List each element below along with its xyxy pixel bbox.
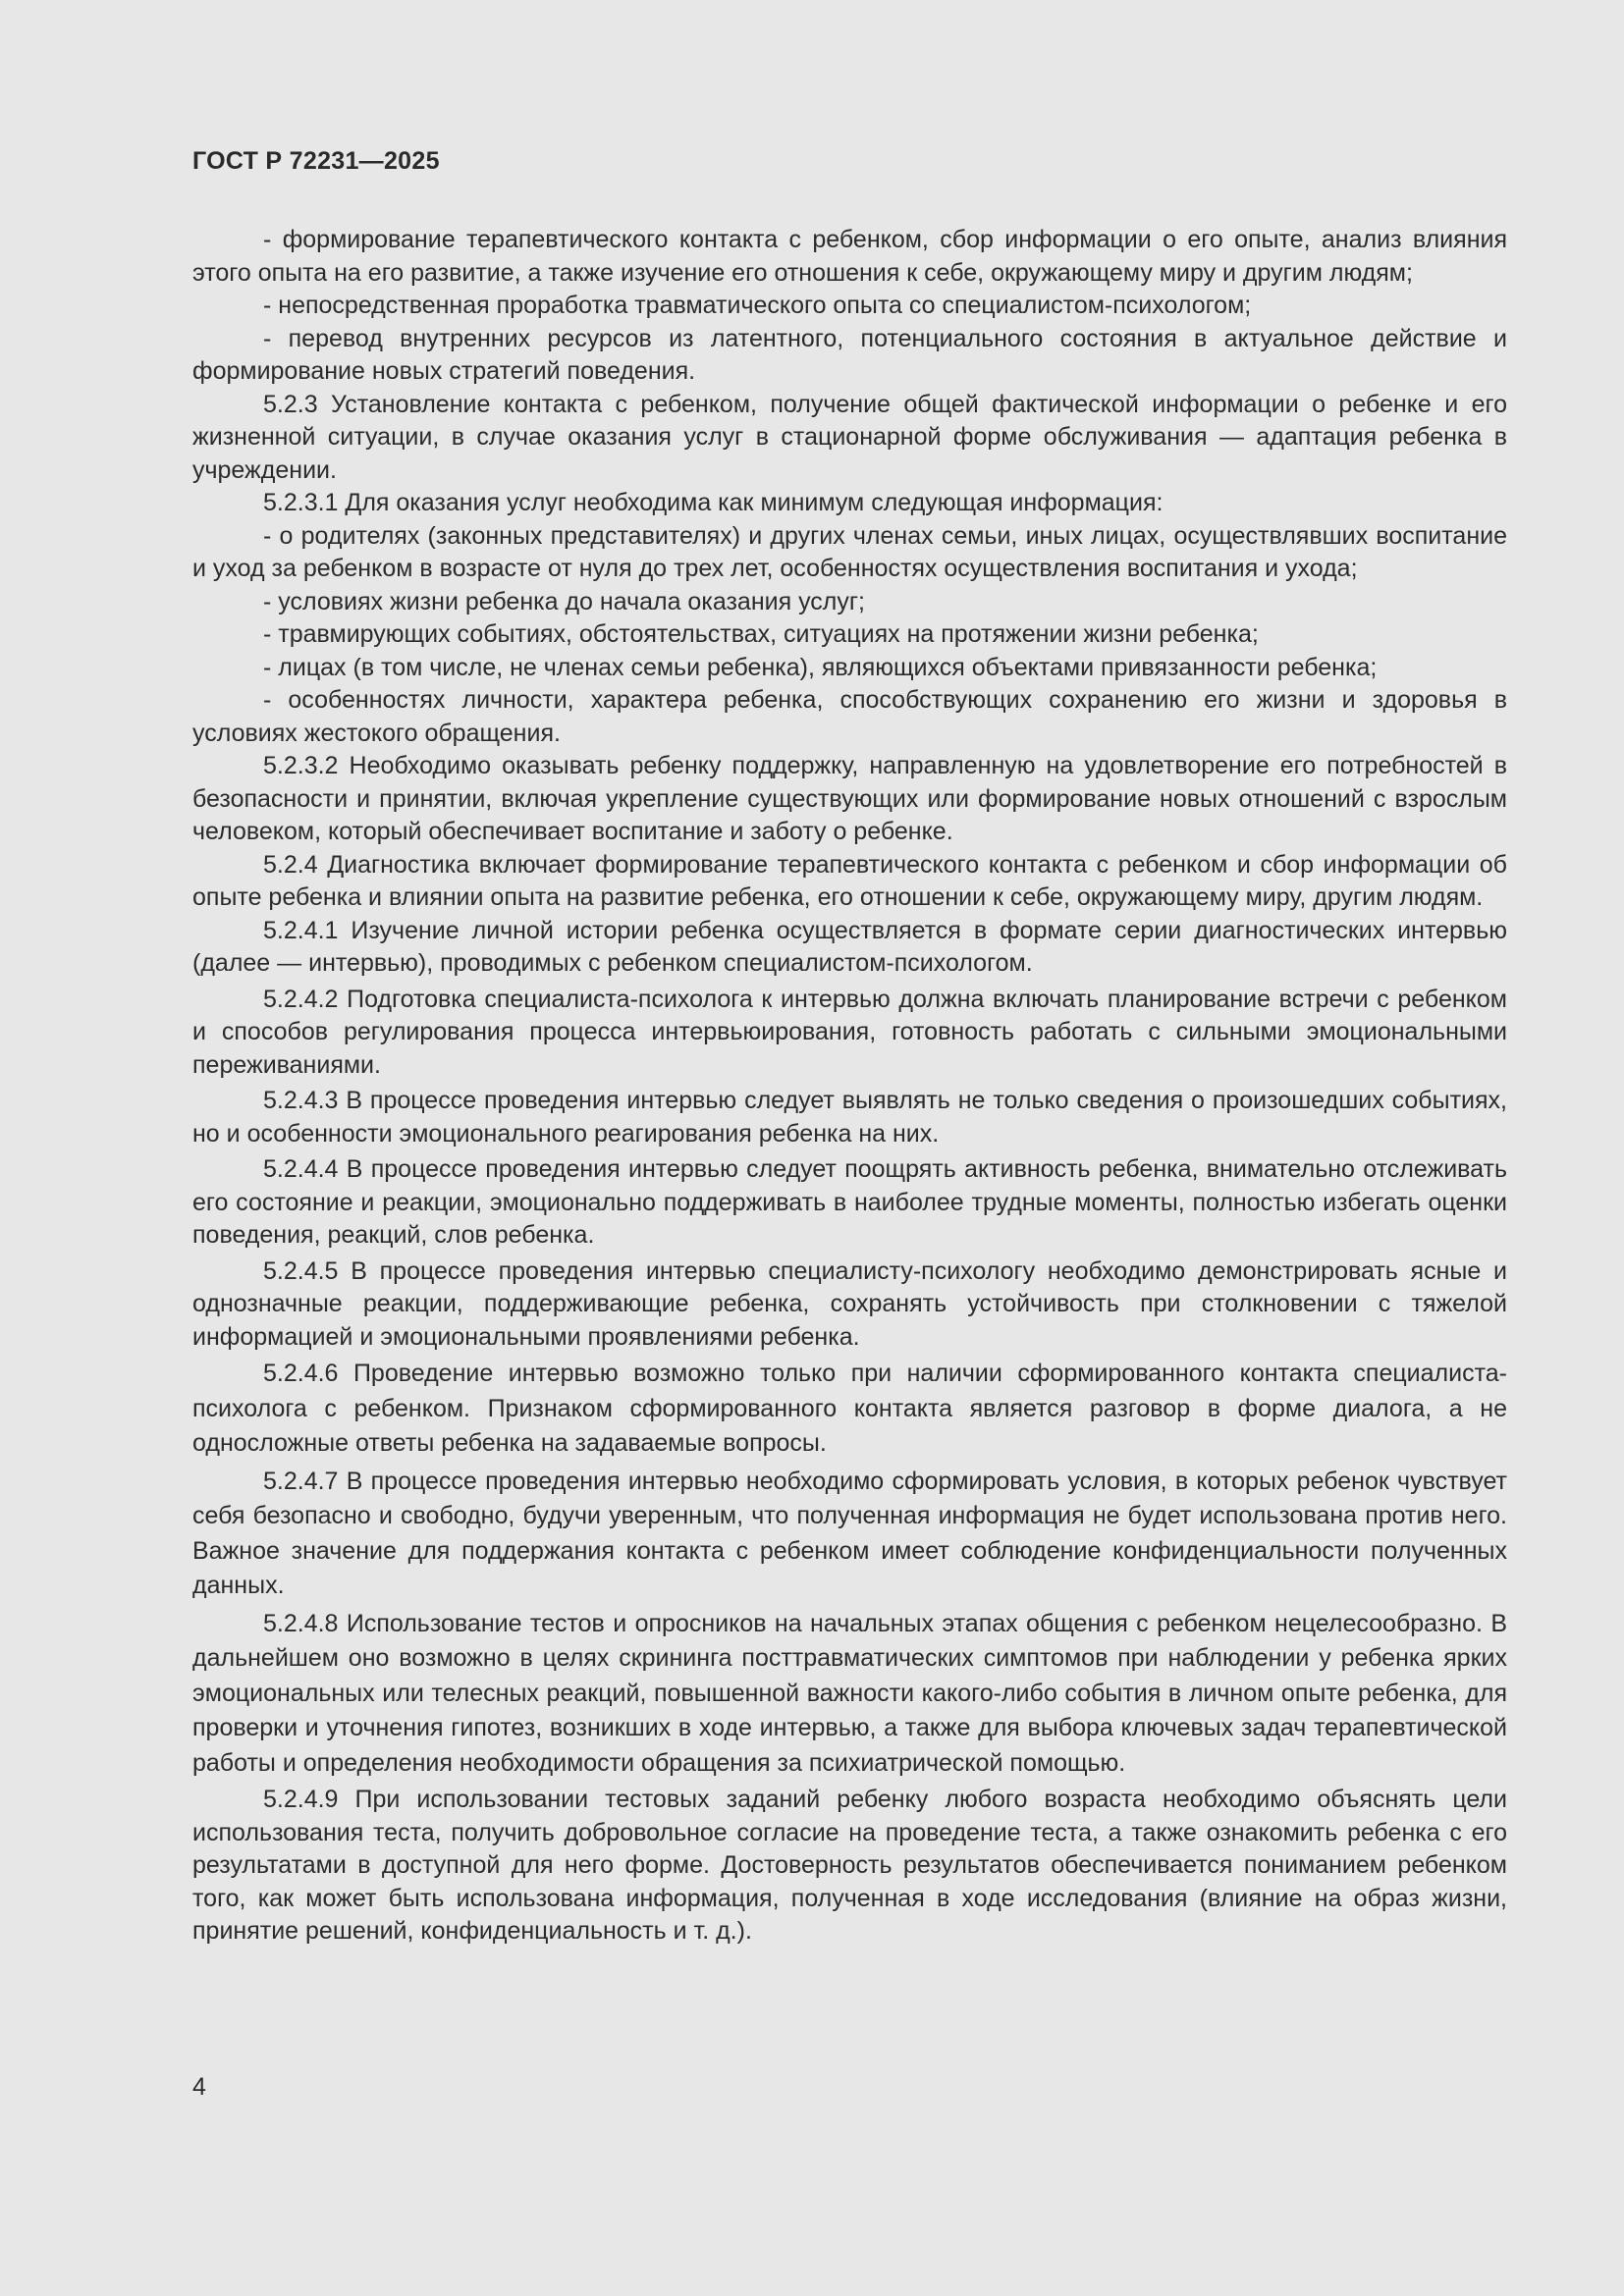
paragraph-5-2-4-7: 5.2.4.7 В процессе проведения интервью необходимо сформировать условия, в которых ребенок чувствует себя безопасно и свободно, будучи уверенным, что полученная информация не будет использована против него. Важное значение для поддержания контакта с ребенком имеет соблюдение конфиденциальности полученных данных. <box>192 1467 1507 1599</box>
paragraph-5-2-4-4: 5.2.4.4 В процессе проведения интервью следует поощрять активность ребенка, внимательно отслеживать его состояние и реакции, эмоционально поддерживать в наиболее трудные моменты, полностью избегать оценки поведения, реакций, слов ребенка. <box>192 1155 1507 1249</box>
paragraph-5-2-4-8: 5.2.4.8 Использование тестов и опросников на начальных этапах общения с ребенком нецелесообразно. В дальнейшем оно возможно в целях скрининга посттравматических симптомов при наблюдении у ребенка ярких эмоциональных или телесных реакций, повышенной важности какого-либо события в личном опыте ребенка, для проверки и уточнения гипотез, возникших в ходе интервью, а также для выбора ключевых задач терапевтической работы и определения необходимости обращения за психиатрической помощью. <box>192 1609 1507 1777</box>
paragraph-5-2-4-3: 5.2.4.3 В процессе проведения интервью следует выявлять не только сведения о произошедших событиях, но и особенности эмоционального реагирования ребенка на них. <box>192 1087 1507 1148</box>
paragraph-list-events: - травмирующих событиях, обстоятельствах, ситуациях на протяжении жизни ребенка; <box>263 620 1259 648</box>
paragraph-list-conditions: - условиях жизни ребенка до начала оказания услуг; <box>263 587 865 615</box>
paragraph-list-personality: - особенностях личности, характера ребенка, способствующих сохранению его жизни и здоровья в условиях жестокого обращения. <box>192 686 1507 747</box>
paragraph-5-2-4-1: 5.2.4.1 Изучение личной истории ребенка осуществляется в формате серии диагностических интервью (далее — интервью), проводимых с ребенком специалистом-психологом. <box>192 916 1507 977</box>
document-code-header: ГОСТ Р 72231—2025 <box>192 147 440 175</box>
paragraph-list-persons: - лицах (в том числе, не членах семьи ребенка), являющихся объектами привязанности ребенка; <box>263 653 1378 681</box>
paragraph-5-2-4-6: 5.2.4.6 Проведение интервью возможно только при наличии сформированного контакта специалиста-психолога с ребенком. Признаком сформированного контакта является разговор в форме диалога, а не односложные ответы ребенка на задаваемые вопросы. <box>192 1360 1507 1457</box>
paragraph-3: - перевод внутренних ресурсов из латентного, потенциального состояния в актуальное действие и формирование новых стратегий поведения. <box>192 324 1507 385</box>
paragraph-5-2-3-1: 5.2.3.1 Для оказания услуг необходима как минимум следующая информация: <box>263 489 1164 516</box>
paragraph-5-2-4-9: 5.2.4.9 При использовании тестовых заданий ребенку любого возраста необходимо объяснять цели использования теста, получить добровольное согласие на проведение теста, а также ознакомить ребенка с его результатами в доступной для него форме. Достоверность результатов обеспечивается пониманием ребенком того, как может быть использована информация, полученная в ходе исследования (влияние на образ жизни, принятие решений, конфиденциальность и т. д.). <box>192 1786 1507 1945</box>
document-body <box>192 224 1507 1949</box>
paragraph-1: - формирование терапевтического контакта с ребенком, сбор информации о его опыте, анализ влияния этого опыта на его развитие, а также изучение его отношения к себе, окружающему миру и другим людям; <box>192 226 1507 287</box>
paragraph-list-parents: - о родителях (законных представителях) и других членах семьи, иных лицах, осуществлявших воспитание и уход за ребенком в возрасте от нуля до трех лет, особенностях осуществления воспитания и ухода; <box>192 521 1507 582</box>
paragraph-2: - непосредственная проработка травматического опыта со специалистом-психологом; <box>263 292 1252 319</box>
paragraph-5-2-3-2: 5.2.3.2 Необходимо оказывать ребенку поддержку, направленную на удовлетворение его потребностей в безопасности и принятии, включая укрепление существующих или формирование новых отношений с взрослым человеком, который обеспечивает воспитание и заботу о ребенке. <box>192 752 1507 845</box>
paragraph-5-2-4-5: 5.2.4.5 В процессе проведения интервью специалисту-психологу необходимо демонстрировать ясные и однозначные реакции, поддерживающие ребенка, сохранять устойчивость при столкновении с тяжелой информацией и эмоциональными проявлениями ребенка. <box>192 1256 1507 1351</box>
paragraph-5-2-3: 5.2.3 Установление контакта с ребенком, получение общей фактической информации о ребенке и его жизненной ситуации, в случае оказания услуг в стационарной форме обслуживания — адаптация ребенка в учреждении. <box>192 390 1507 484</box>
page-number: 4 <box>192 2073 206 2101</box>
paragraph-5-2-4-2: 5.2.4.2 Подготовка специалиста-психолога к интервью должна включать планирование встречи с ребенком и способов регулирования процесса интервьюирования, готовность работать с сильными эмоциональными переживаниями. <box>192 985 1507 1079</box>
paragraph-5-2-4: 5.2.4 Диагностика включает формирование терапевтического контакта с ребенком и сбор информации об опыте ребенка и влиянии опыта на развитие ребенка, его отношении к себе, окружающему миру, другим людям. <box>192 850 1507 911</box>
